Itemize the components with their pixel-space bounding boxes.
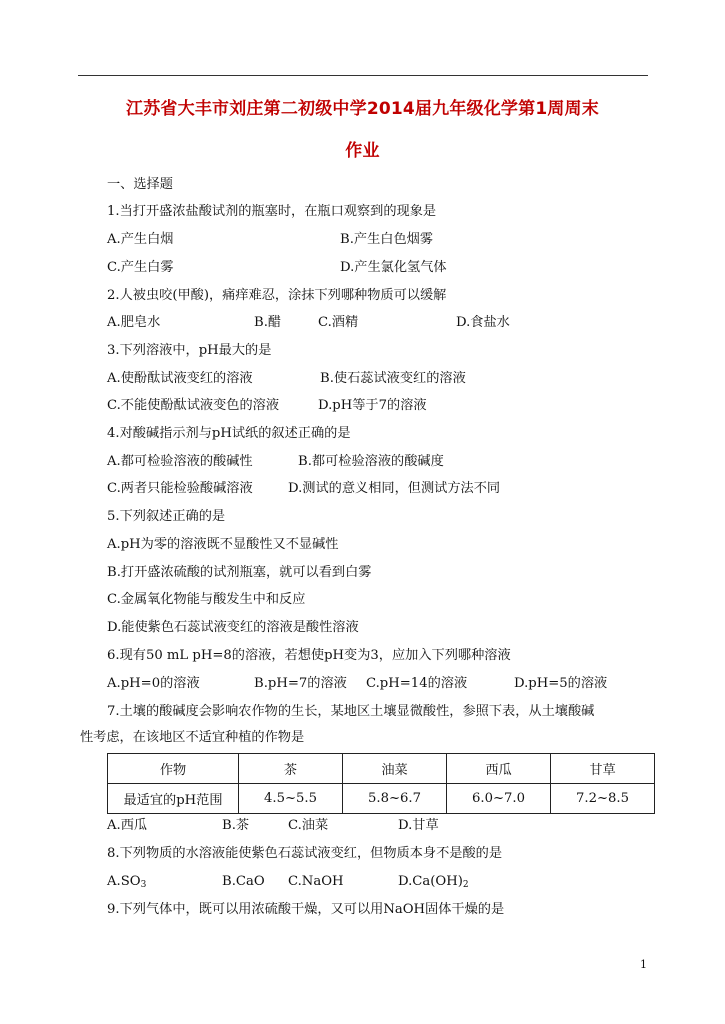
page-number: 1 [640,958,647,971]
subscript: 3 [140,880,147,890]
question-8-option-c: C.NaOH [288,874,344,889]
question-5-stem: 5.下列叙述正确的是 [107,509,226,524]
subscript: 2 [462,880,469,890]
question-2-option-c: C.酒精 [318,315,359,330]
question-4-option-a: A.都可检验溶液的酸碱性 [107,454,253,469]
question-6-option-d: D.pH=5的溶液 [514,676,608,691]
question-6-option-c: C.pH=14的溶液 [366,676,468,691]
question-8-option-a [107,873,146,894]
question-8-option-b: B.CaO [222,874,265,889]
question-4-option-d: D.测试的意义相同，但测试方法不同 [288,481,501,496]
question-1-option-b: B.产生白色烟雾 [340,232,434,247]
table-header-cell: 作物 [108,754,239,784]
question-8-option-d [398,873,469,894]
option-d-formula: D.Ca(OH) [398,874,463,889]
question-5-option-b: B.打开盛浓硫酸的试剂瓶塞，就可以看到白雾 [107,565,372,580]
question-2-option-b: B.醋 [254,315,282,330]
document-title-line2: 作业 [345,141,380,161]
question-5-option-a: A.pH为零的溶液既不显酸性又不显碱性 [107,537,339,552]
question-4-option-c: C.两者只能检验酸碱溶液 [107,481,253,496]
ph-range-table [107,753,655,814]
question-7-stem-line2: 性考虑，在该地区不适宜种植的作物是 [80,730,305,745]
question-1-option-d: D.产生氯化氢气体 [340,260,447,275]
question-7-option-b: B.茶 [222,818,250,833]
question-7-option-c: C.油菜 [288,818,329,833]
question-2-stem: 2.人被虫咬(甲酸)，痛痒难忍，涂抹下列哪种物质可以缓解 [107,288,447,303]
question-6-stem: 6.现有50 mL pH=8的溶液，若想使pH变为3，应加入下列哪种溶液 [107,648,511,663]
question-8-stem: 8.下列物质的水溶液能使紫色石蕊试液变红，但物质本身不是酸的是 [107,846,503,861]
question-4-option-b: B.都可检验溶液的酸碱度 [298,454,444,469]
section-heading: 一、选择题 [107,177,173,192]
question-3-option-c: C.不能使酚酞试液变色的溶液 [107,398,280,413]
option-a-formula: A.SO [107,874,141,889]
table-header-cell: 油菜 [343,754,447,784]
table-header-cell: 甘草 [551,754,655,784]
question-3-option-b: B.使石蕊试液变红的溶液 [320,371,466,386]
table-row [108,784,655,814]
table-header-cell: 西瓜 [447,754,551,784]
question-6-option-b: B.pH=7的溶液 [254,676,347,691]
question-3-option-d: D.pH等于7的溶液 [318,398,427,413]
table-cell: 7.2~8.5 [551,784,655,814]
table-header-cell: 茶 [239,754,343,784]
question-7-stem-line1: 7.土壤的酸碱度会影响农作物的生长，某地区土壤显微酸性，参照下表，从土壤酸碱 [107,704,595,719]
question-2-option-a: A.肥皂水 [107,315,161,330]
question-3-option-a: A.使酚酞试液变红的溶液 [107,371,253,386]
question-5-option-d: D.能使紫色石蕊试液变红的溶液是酸性溶液 [107,620,359,635]
question-4-stem: 4.对酸碱指示剂与pH试纸的叙述正确的是 [107,426,351,441]
table-header-row [108,754,655,784]
question-5-option-c: C.金属氧化物能与酸发生中和反应 [107,592,306,607]
question-2-option-d: D.食盐水 [456,315,510,330]
table-cell: 最适宜的pH范围 [108,784,239,814]
header-rule [78,75,648,76]
question-1-option-a: A.产生白烟 [107,232,174,247]
table-cell: 6.0~7.0 [447,784,551,814]
question-1-option-c: C.产生白雾 [107,260,174,275]
question-3-stem: 3.下列溶液中，pH最大的是 [107,343,272,358]
document-title-line1: 江苏省大丰市刘庄第二初级中学2014届九年级化学第1周周末 [126,99,599,119]
question-1-stem: 1.当打开盛浓盐酸试剂的瓶塞时，在瓶口观察到的现象是 [107,204,437,219]
question-7-option-d: D.甘草 [398,818,439,833]
question-9-stem: 9.下列气体中，既可以用浓硫酸干燥，又可以用NaOH固体干燥的是 [107,902,505,917]
question-6-option-a: A.pH=0的溶液 [107,676,200,691]
table-cell: 4.5~5.5 [239,784,343,814]
table-cell: 5.8~6.7 [343,784,447,814]
question-7-option-a: A.西瓜 [107,818,148,833]
